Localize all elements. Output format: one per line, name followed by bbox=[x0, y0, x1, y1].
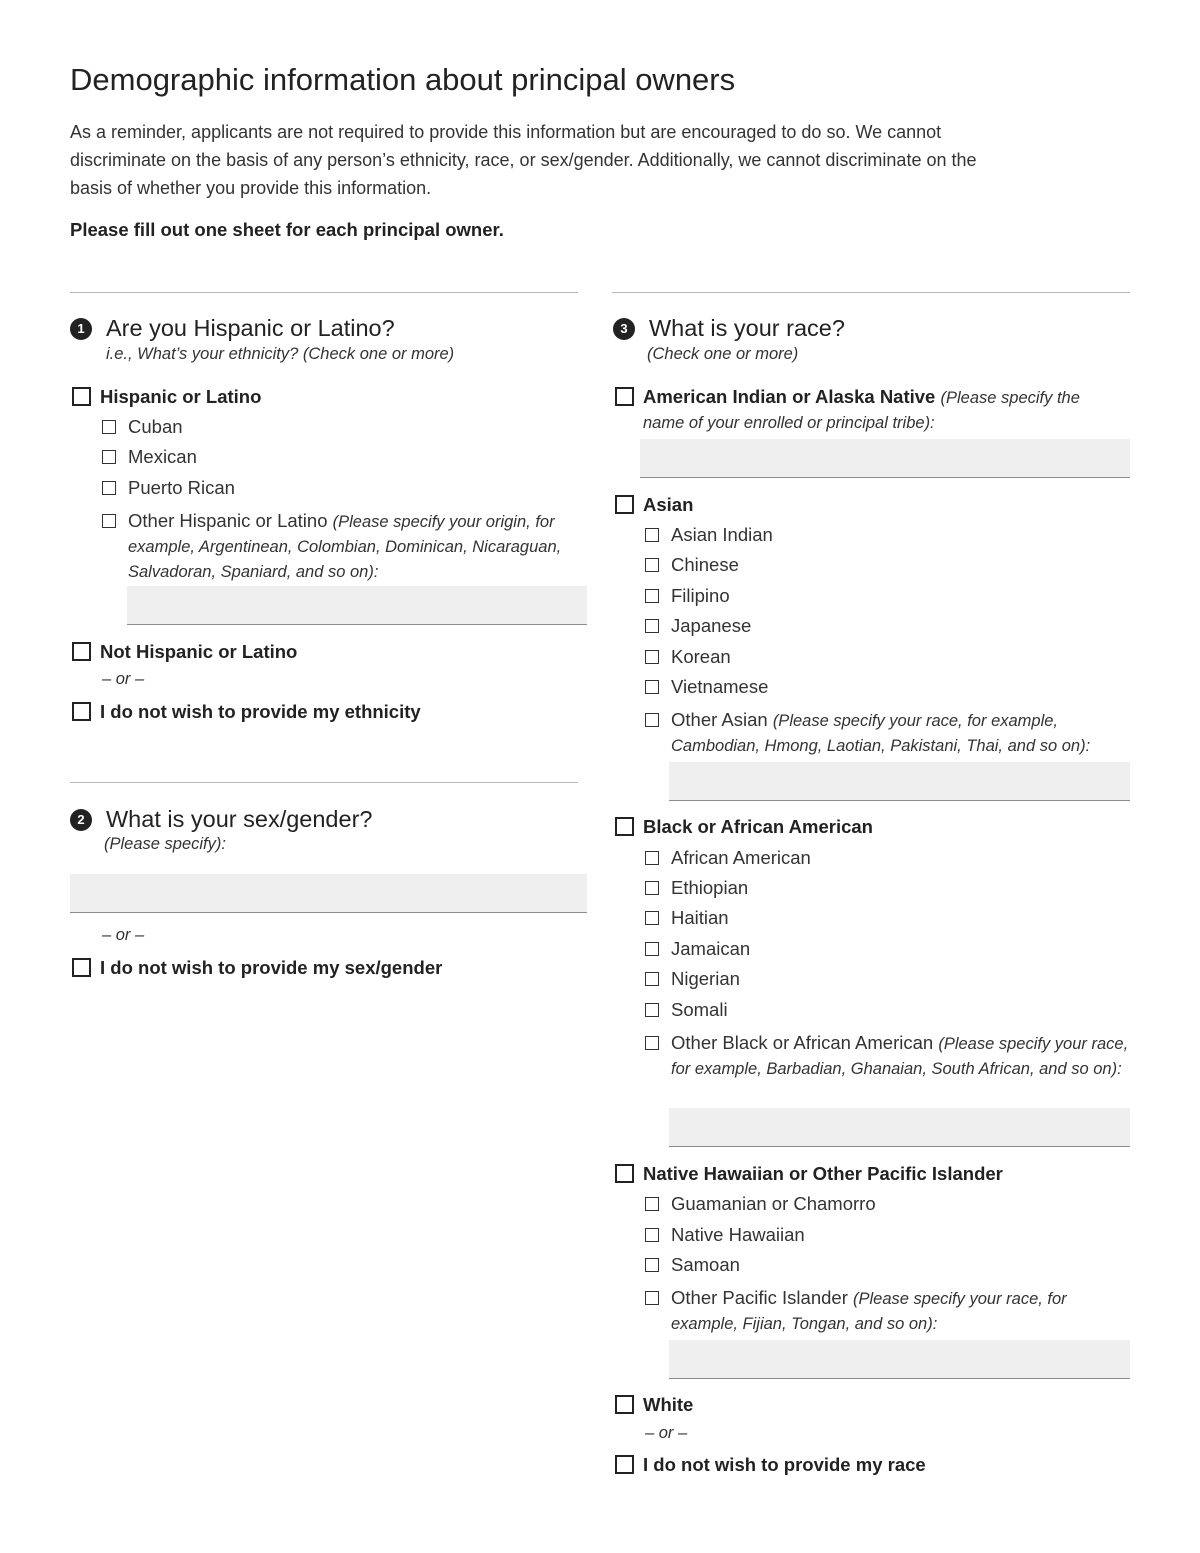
question-subtitle: (Check one or more) bbox=[647, 345, 799, 363]
checkbox-jamaican[interactable] bbox=[645, 937, 750, 961]
intro-text: As a reminder, applicants are not required to provide this information but are encouraged to do so. We cannot discriminate on the basis of any person’s ethnicity, race, or sex/gender. Additionally, we cannot discriminate on the basis of whether you provide this information. bbox=[70, 122, 977, 198]
checkbox-box[interactable] bbox=[615, 495, 634, 514]
checkbox-box[interactable] bbox=[102, 420, 116, 434]
checkbox-label: Japanese bbox=[671, 615, 752, 636]
tribe-field[interactable] bbox=[640, 439, 1130, 478]
or-separator: – or – bbox=[102, 926, 145, 944]
checkbox-box[interactable] bbox=[615, 1395, 634, 1414]
checkbox-other-black[interactable] bbox=[645, 1031, 1130, 1081]
checkbox-cuban[interactable] bbox=[102, 415, 183, 439]
checkbox-native-hawaiian[interactable] bbox=[645, 1223, 805, 1247]
checkbox-puerto-rican[interactable] bbox=[102, 476, 235, 500]
checkbox-box[interactable] bbox=[102, 514, 116, 528]
checkbox-box[interactable] bbox=[645, 1003, 659, 1017]
checkbox-box[interactable] bbox=[645, 1036, 659, 1050]
checkbox-chinese[interactable] bbox=[645, 553, 739, 577]
checkbox-decline-sex-gender[interactable] bbox=[72, 956, 442, 980]
checkbox-label: I do not wish to provide my ethnicity bbox=[100, 701, 421, 722]
checkbox-filipino[interactable] bbox=[645, 584, 730, 608]
checkbox-decline-ethnicity[interactable] bbox=[72, 700, 421, 724]
checkbox-haitian[interactable] bbox=[645, 906, 729, 930]
checkbox-other-pacific-islander[interactable] bbox=[645, 1286, 1130, 1336]
checkbox-box[interactable] bbox=[645, 1228, 659, 1242]
checkbox-japanese[interactable] bbox=[645, 614, 751, 638]
checkbox-other-asian[interactable] bbox=[645, 708, 1130, 758]
checkbox-label: Hispanic or Latino bbox=[100, 386, 262, 407]
checkbox-box[interactable] bbox=[645, 713, 659, 727]
question-number-badge: 2 bbox=[70, 809, 92, 831]
question-title: What is your sex/gender? bbox=[106, 806, 373, 832]
checkbox-label: Jamaican bbox=[671, 938, 751, 959]
checkbox-label: Asian bbox=[643, 494, 694, 515]
checkbox-label: Ethiopian bbox=[671, 877, 749, 898]
checkbox-box[interactable] bbox=[615, 1164, 634, 1183]
checkbox-box[interactable] bbox=[645, 619, 659, 633]
page-title: Demographic information about principal owners bbox=[70, 62, 736, 97]
checkbox-white[interactable] bbox=[615, 1393, 693, 1417]
checkbox-label: Korean bbox=[671, 646, 731, 667]
other-hispanic-origin-field[interactable] bbox=[127, 586, 587, 625]
checkbox-label: Filipino bbox=[671, 585, 730, 606]
checkbox-box[interactable] bbox=[645, 881, 659, 895]
checkbox-label: Guamanian or Chamorro bbox=[671, 1193, 876, 1214]
checkbox-guamanian-chamorro[interactable] bbox=[645, 1192, 876, 1216]
checkbox-label: Other Asian bbox=[671, 709, 768, 730]
checkbox-box[interactable] bbox=[615, 1455, 634, 1474]
checkbox-box[interactable] bbox=[645, 650, 659, 664]
checkbox-label: Other Hispanic or Latino bbox=[128, 510, 328, 531]
or-separator: – or – bbox=[102, 670, 145, 688]
other-pacific-islander-field[interactable] bbox=[669, 1340, 1130, 1379]
checkbox-box[interactable] bbox=[102, 481, 116, 495]
checkbox-box[interactable] bbox=[645, 528, 659, 542]
checkbox-label: Native Hawaiian or Other Pacific Islander bbox=[643, 1163, 1003, 1184]
checkbox-label: Black or African American bbox=[643, 816, 873, 837]
section-divider bbox=[612, 292, 1130, 293]
checkbox-box[interactable] bbox=[72, 958, 91, 977]
checkbox-black-african-american[interactable] bbox=[615, 815, 873, 839]
checkbox-nigerian[interactable] bbox=[645, 967, 740, 991]
checkbox-label: Cuban bbox=[128, 416, 183, 437]
checkbox-box[interactable] bbox=[615, 817, 634, 836]
checkbox-label: Somali bbox=[671, 999, 728, 1020]
checkbox-samoan[interactable] bbox=[645, 1253, 740, 1277]
checkbox-korean[interactable] bbox=[645, 645, 731, 669]
or-separator: – or – bbox=[645, 1424, 688, 1442]
checkbox-ethiopian[interactable] bbox=[645, 876, 748, 900]
checkbox-box[interactable] bbox=[645, 851, 659, 865]
question-2-header bbox=[70, 806, 372, 833]
checkbox-somali[interactable] bbox=[645, 998, 728, 1022]
checkbox-label: Asian Indian bbox=[671, 524, 773, 545]
question-subtitle: i.e., What’s your ethnicity? (Check one or more) bbox=[106, 345, 455, 363]
specify-hint: (Please specify your origin, for example, Argentinean, Colombian, Dominican, Nicaraguan, Salvadoran, Spaniard, and so on): bbox=[128, 513, 562, 581]
checkbox-label: I do not wish to provide my sex/gender bbox=[100, 957, 443, 978]
question-1-header bbox=[70, 315, 395, 342]
checkbox-label: Puerto Rican bbox=[128, 477, 235, 498]
checkbox-box[interactable] bbox=[645, 972, 659, 986]
section-divider bbox=[70, 782, 578, 783]
checkbox-other-hispanic[interactable] bbox=[102, 509, 577, 584]
checkbox-box[interactable] bbox=[645, 1197, 659, 1211]
question-number-badge: 1 bbox=[70, 318, 92, 340]
checkbox-box[interactable] bbox=[72, 642, 91, 661]
checkbox-box[interactable] bbox=[645, 942, 659, 956]
checkbox-label: Vietnamese bbox=[671, 676, 769, 697]
section-divider bbox=[70, 292, 578, 293]
checkbox-box[interactable] bbox=[645, 1258, 659, 1272]
checkbox-label: African American bbox=[671, 847, 811, 868]
specify-hint: (Please specify your race, for example, Cambodian, Hmong, Laotian, Pakistani, Thai, and so on): bbox=[671, 712, 1091, 755]
checkbox-box[interactable] bbox=[102, 450, 116, 464]
checkbox-label: White bbox=[643, 1394, 694, 1415]
specify-hint: (Please specify your race, for example, Fijian, Tongan, and so on): bbox=[671, 1290, 1067, 1333]
checkbox-box[interactable] bbox=[615, 387, 634, 406]
checkbox-label: Not Hispanic or Latino bbox=[100, 641, 298, 662]
checkbox-asian[interactable] bbox=[615, 493, 693, 517]
sex-gender-field[interactable] bbox=[70, 874, 587, 913]
checkbox-box[interactable] bbox=[645, 680, 659, 694]
checkbox-box[interactable] bbox=[72, 702, 91, 721]
question-number-badge: 3 bbox=[613, 318, 635, 340]
other-asian-field[interactable] bbox=[669, 762, 1130, 801]
checkbox-label: Other Pacific Islander bbox=[671, 1287, 848, 1308]
checkbox-box[interactable] bbox=[645, 911, 659, 925]
checkbox-box[interactable] bbox=[645, 558, 659, 572]
checkbox-box[interactable] bbox=[72, 387, 91, 406]
checkbox-label: Nigerian bbox=[671, 968, 740, 989]
question-3-header bbox=[613, 315, 845, 342]
checkbox-vietnamese[interactable] bbox=[645, 675, 768, 699]
checkbox-label: American Indian or Alaska Native bbox=[643, 386, 936, 407]
specify-hint: (Please specify your race, for example, Barbadian, Ghanaian, South African, and so on): bbox=[671, 1035, 1129, 1078]
checkbox-box[interactable] bbox=[645, 589, 659, 603]
question-title: Are you Hispanic or Latino? bbox=[106, 315, 395, 341]
instruction-text: Please fill out one sheet for each principal owner. bbox=[70, 219, 504, 240]
checkbox-native-hawaiian-pacific-islander[interactable] bbox=[615, 1162, 1003, 1186]
specify-hint: (Please specify the name of your enrolled or principal tribe): bbox=[643, 389, 1080, 432]
question-title: What is your race? bbox=[649, 315, 845, 341]
other-black-field[interactable] bbox=[669, 1108, 1130, 1147]
checkbox-not-hispanic[interactable] bbox=[72, 640, 297, 664]
question-subtitle: (Please specify): bbox=[104, 835, 226, 853]
checkbox-label: Chinese bbox=[671, 554, 739, 575]
checkbox-label: Samoan bbox=[671, 1254, 740, 1275]
checkbox-box[interactable] bbox=[645, 1291, 659, 1305]
checkbox-decline-race[interactable] bbox=[615, 1453, 926, 1477]
checkbox-hispanic-or-latino[interactable] bbox=[72, 385, 261, 409]
checkbox-label: Haitian bbox=[671, 907, 729, 928]
checkbox-african-american[interactable] bbox=[645, 846, 811, 870]
checkbox-label: Mexican bbox=[128, 446, 197, 467]
checkbox-american-indian-alaska-native[interactable] bbox=[615, 385, 1115, 435]
checkbox-label: Other Black or African American bbox=[671, 1032, 934, 1053]
checkbox-mexican[interactable] bbox=[102, 445, 197, 469]
checkbox-asian-indian[interactable] bbox=[645, 523, 773, 547]
checkbox-label: Native Hawaiian bbox=[671, 1224, 805, 1245]
checkbox-label: I do not wish to provide my race bbox=[643, 1454, 926, 1475]
